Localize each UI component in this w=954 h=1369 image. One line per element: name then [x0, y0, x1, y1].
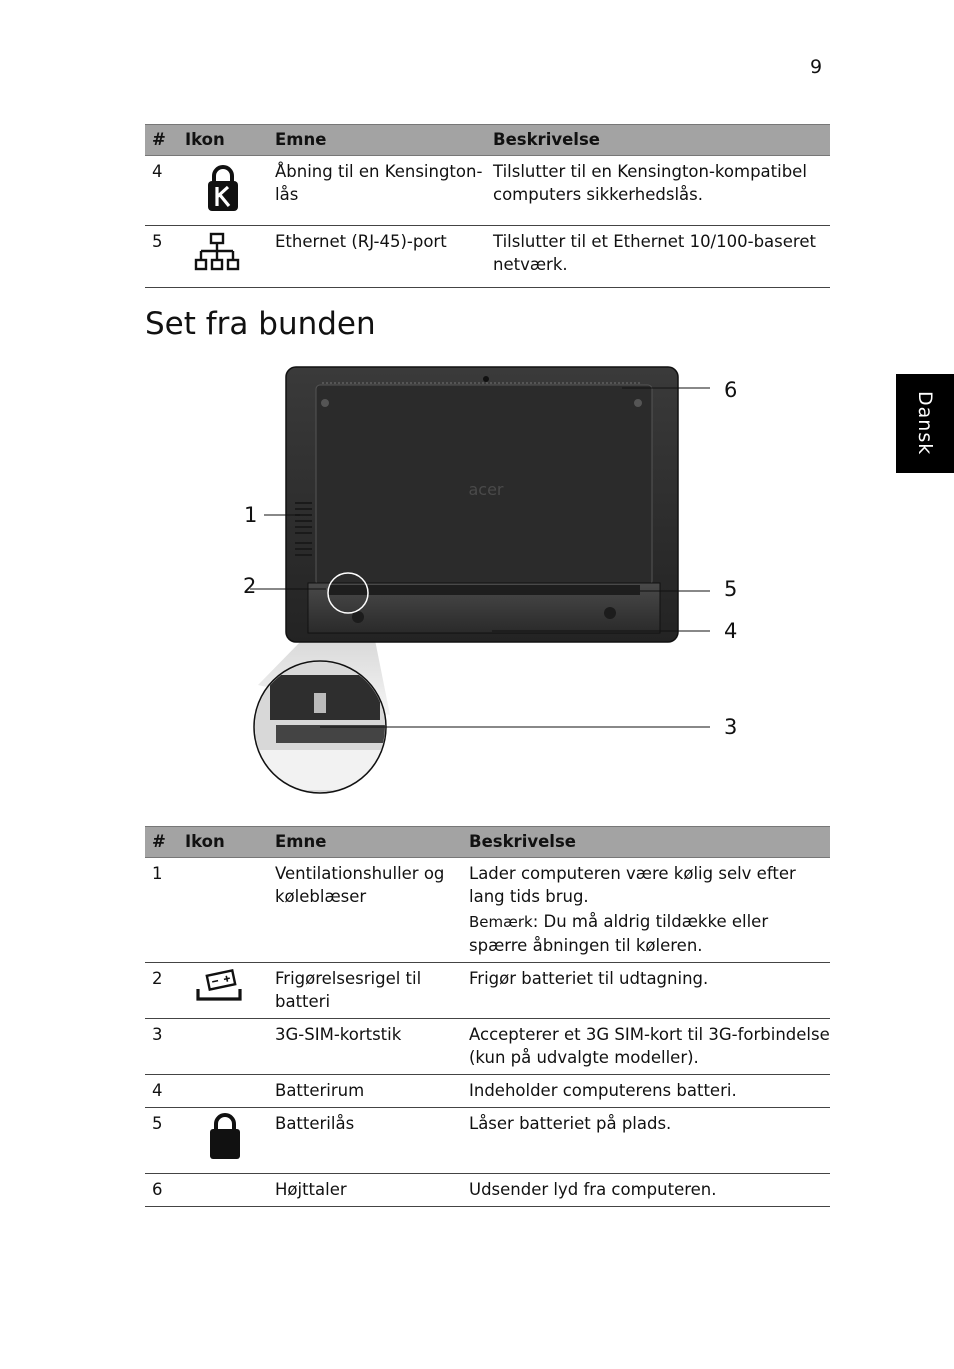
- header-subject: Emne: [268, 125, 486, 156]
- row-number: 1: [145, 858, 178, 963]
- row-description: Frigør batteriet til udtagning.: [462, 963, 830, 1019]
- callout-4: 4: [724, 619, 738, 643]
- callout-6: 6: [724, 378, 738, 402]
- row-description: Låser batteriet på plads.: [462, 1108, 830, 1174]
- row-description: Tilslutter til et Ethernet 10/100-baseret netværk.: [486, 226, 830, 288]
- row-icon-cell: [178, 1075, 268, 1108]
- language-side-tab: [896, 374, 954, 473]
- callout-2: 2: [243, 574, 257, 598]
- table-row: [145, 858, 830, 963]
- row-icon-cell: [178, 156, 268, 226]
- brand-logo: acer: [468, 480, 504, 499]
- table-row: [145, 1108, 830, 1174]
- row-icon-cell: [178, 963, 268, 1019]
- header-number: #: [145, 827, 178, 858]
- row-number: 3: [145, 1019, 178, 1075]
- callout-1: 1: [244, 503, 258, 527]
- row-number: 6: [145, 1174, 178, 1207]
- language-side-tab-label: Dansk: [914, 391, 936, 456]
- header-icon: Ikon: [178, 125, 268, 156]
- battery-release-latch-icon: [178, 967, 268, 1007]
- row-number: 4: [145, 156, 178, 226]
- table-row: [145, 156, 830, 226]
- row-subject: Højttaler: [268, 1174, 462, 1207]
- row-subject: Batterilås: [268, 1108, 462, 1174]
- table-row: [145, 963, 830, 1019]
- row-icon-cell: [178, 1108, 268, 1174]
- row-icon-cell: [178, 1174, 268, 1207]
- row-description: Lader computeren være kølig selv efter lang tids brug.: [469, 864, 796, 906]
- row-subject: Åbning til en Kensington-lås: [268, 156, 486, 226]
- ethernet-network-icon: [178, 230, 268, 276]
- row-description: Udsender lyd fra computeren.: [462, 1174, 830, 1207]
- table-header-row: [145, 125, 830, 156]
- row-number: 2: [145, 963, 178, 1019]
- row-description-cell: [462, 858, 830, 963]
- row-subject: 3G-SIM-kortstik: [268, 1019, 462, 1075]
- row-subject: Frigørelsesrigel til batteri: [268, 963, 462, 1019]
- ports-table: [145, 124, 830, 288]
- kensington-lock-icon: [178, 160, 268, 214]
- row-subject: Ethernet (RJ-45)-port: [268, 226, 486, 288]
- row-icon-cell: [178, 226, 268, 288]
- row-description: Indeholder computerens batteri.: [462, 1075, 830, 1108]
- callout-5: 5: [724, 577, 738, 601]
- battery-lock-icon: [178, 1112, 268, 1162]
- row-icon-cell: [178, 1019, 268, 1075]
- table-header-row: [145, 827, 830, 858]
- callout-3: 3: [724, 715, 738, 739]
- row-subject: Batterirum: [268, 1075, 462, 1108]
- header-description: Beskrivelse: [486, 125, 830, 156]
- table-row: [145, 1174, 830, 1207]
- page-number: 9: [810, 56, 823, 78]
- header-description: Beskrivelse: [462, 827, 830, 858]
- table-row: [145, 1075, 830, 1108]
- header-number: #: [145, 125, 178, 156]
- section-title: Set fra bunden: [145, 306, 376, 342]
- row-number: 5: [145, 226, 178, 288]
- row-number: 5: [145, 1108, 178, 1174]
- note-text: : Du må aldrig tildække eller spærre åbningen til køleren.: [469, 912, 769, 955]
- row-note: [469, 910, 830, 957]
- bottom-components-table: [145, 826, 830, 1207]
- table-row: [145, 1019, 830, 1075]
- table-row: [145, 226, 830, 288]
- note-label: Bemærk: [469, 913, 533, 931]
- bottom-view-figure: [240, 355, 770, 805]
- row-subject: Ventilationshuller og køleblæser: [268, 858, 462, 963]
- row-number: 4: [145, 1075, 178, 1108]
- header-subject: Emne: [268, 827, 462, 858]
- row-description: Accepterer et 3G SIM-kort til 3G-forbindelse (kun på udvalgte modeller).: [462, 1019, 830, 1075]
- row-icon-cell: [178, 858, 268, 963]
- laptop-bottom-illustration: [240, 355, 770, 805]
- row-description: Tilslutter til en Kensington-kompatibel computers sikkerhedslås.: [486, 156, 830, 226]
- header-icon: Ikon: [178, 827, 268, 858]
